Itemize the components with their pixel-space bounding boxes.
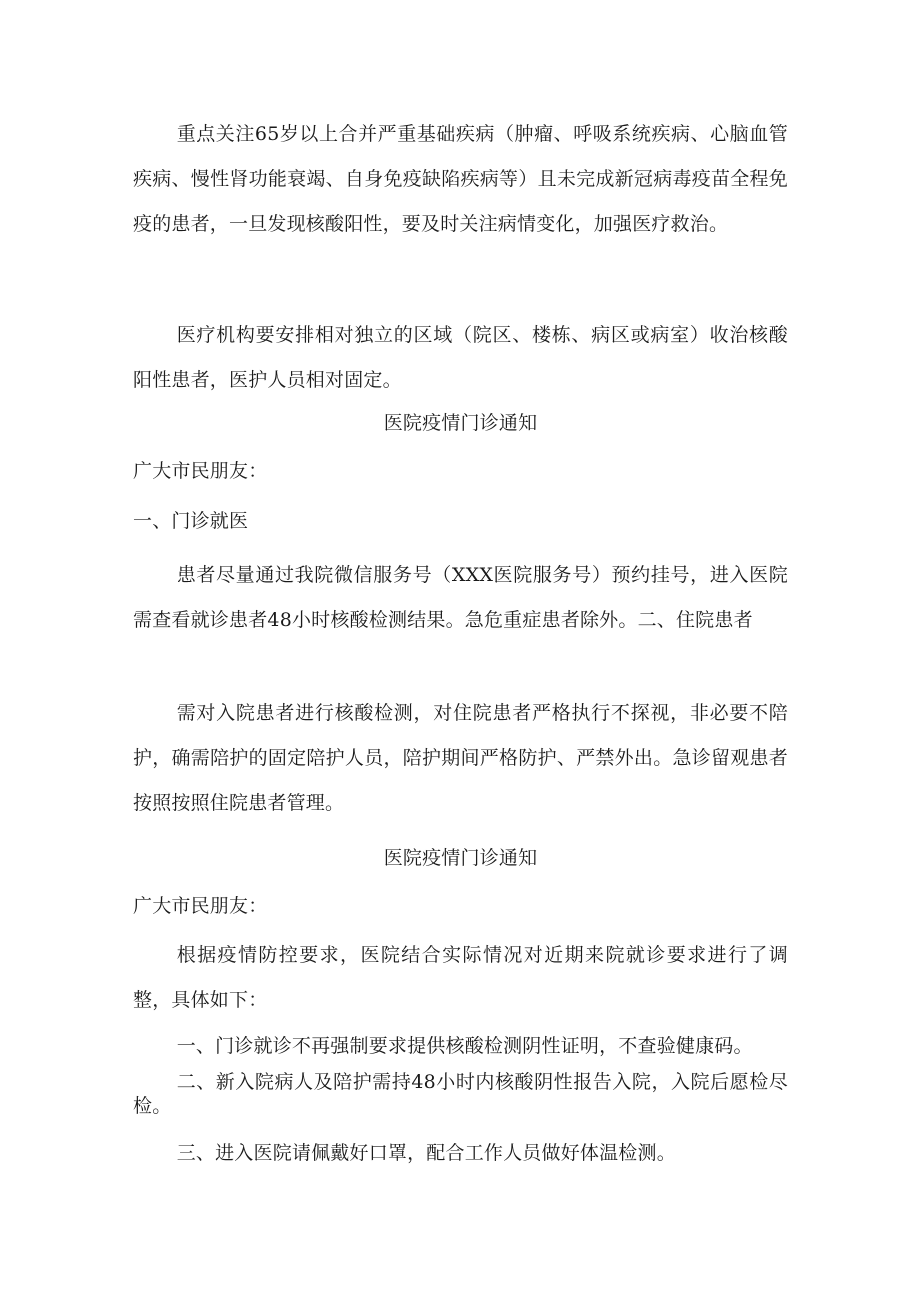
notice-item-3: 三、进入医院请佩戴好口罩，配合工作人员做好体温检测。 bbox=[176, 1142, 676, 1164]
notice-title-1: 医院疫情门诊通知 bbox=[383, 412, 538, 434]
notice-item-2: 二、新入院病人及陪护需持48小时内核酸阴性报告入院，入院后愿检尽检。 bbox=[133, 1071, 788, 1117]
paragraph-outpatient: 患者尽量通过我院微信服务号（XXX医院服务号）预约挂号，进入医院需查看就诊患者48小时核酸检测结果。急危重症患者除外。二、住院患者 bbox=[133, 564, 788, 631]
notice-greeting-2: 广大市民朋友： bbox=[133, 895, 268, 917]
paragraph-high-risk-patients: 重点关注65岁以上合并严重基础疾病（肿瘤、呼吸系统疾病、心脑血管疾病、慢性肾功能衰竭、自身免疫缺陷疾病等）且未完成新冠病毒疫苗全程免疫的患者，一旦发现核酸阳性，要及时关注病情变化，加强医疗救治。 bbox=[133, 123, 788, 235]
paragraph-inpatient: 需对入院患者进行核酸检测，对住院患者严格执行不探视，非必要不陪护，确需陪护的固定陪护人员，陪护期间严格防护、严禁外出。急诊留观患者按照按照住院患者管理。 bbox=[133, 702, 788, 814]
notice-greeting-1: 广大市民朋友： bbox=[133, 460, 268, 482]
notice-title-2: 医院疫情门诊通知 bbox=[383, 847, 538, 869]
notice-item-1: 一、门诊就诊不再强制要求提供核酸检测阴性证明，不查验健康码。 bbox=[176, 1035, 753, 1057]
section-heading-outpatient: 一、门诊就医 bbox=[133, 510, 249, 532]
paragraph-isolation-area: 医疗机构要安排相对独立的区域（院区、楼栋、病区或病室）收治核酸阳性患者，医护人员相对固定。 bbox=[133, 324, 788, 391]
paragraph-intro: 根据疫情防控要求，医院结合实际情况对近期来院就诊要求进行了调整，具体如下： bbox=[133, 944, 788, 1011]
